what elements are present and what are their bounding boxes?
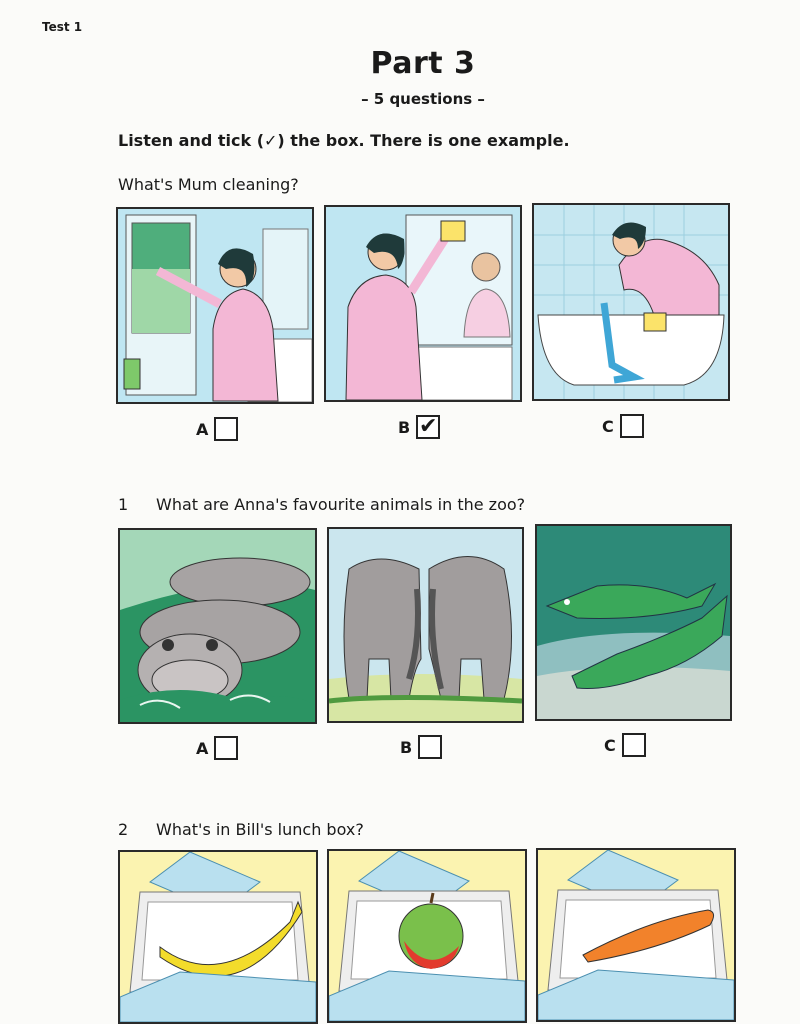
page-subtitle: – 5 questions –	[361, 90, 485, 108]
question-2-picture-c	[536, 848, 736, 1022]
example-option-c	[602, 414, 644, 438]
option-letter: B	[398, 417, 411, 437]
instruction: Listen and tick (✓) the box. There is one example.	[118, 131, 570, 150]
question-1-option-b	[400, 735, 442, 759]
page-title: Part 3	[370, 46, 476, 81]
question-1-option-a	[196, 736, 238, 760]
option-letter: C	[602, 416, 614, 436]
example-picture-a	[116, 207, 314, 404]
tick-box-b[interactable]	[418, 735, 442, 759]
tick-box-c[interactable]	[620, 414, 644, 438]
tick-box-a[interactable]	[214, 417, 238, 441]
example-picture-b	[324, 205, 522, 402]
question-2	[118, 820, 364, 839]
option-letter: A	[196, 738, 209, 758]
question-1-picture-c	[535, 524, 732, 721]
example-question: What's Mum cleaning?	[118, 175, 299, 194]
question-number: 2	[118, 820, 129, 839]
tick-mark-icon: ✔	[418, 414, 438, 439]
tick-box-c[interactable]	[622, 733, 646, 757]
question-number: 1	[118, 495, 129, 514]
tick-box-a[interactable]	[214, 736, 238, 760]
question-1-picture-a	[118, 528, 317, 724]
option-letter: A	[196, 419, 209, 439]
question-1	[118, 495, 525, 514]
question-1-option-c	[604, 733, 646, 757]
question-text: What are Anna's favourite animals in the zoo?	[156, 495, 526, 514]
tick-box-b[interactable]	[416, 415, 440, 439]
test-label: Test 1	[42, 20, 83, 34]
question-text: What's in Bill's lunch box?	[156, 820, 364, 839]
example-option-b	[398, 415, 440, 439]
option-letter: B	[400, 737, 413, 757]
question-1-picture-b	[327, 527, 524, 723]
example-picture-c	[532, 203, 730, 401]
question-2-picture-a	[118, 850, 318, 1024]
option-letter: C	[604, 735, 616, 755]
question-2-picture-b	[327, 849, 527, 1023]
example-option-a	[196, 417, 238, 441]
